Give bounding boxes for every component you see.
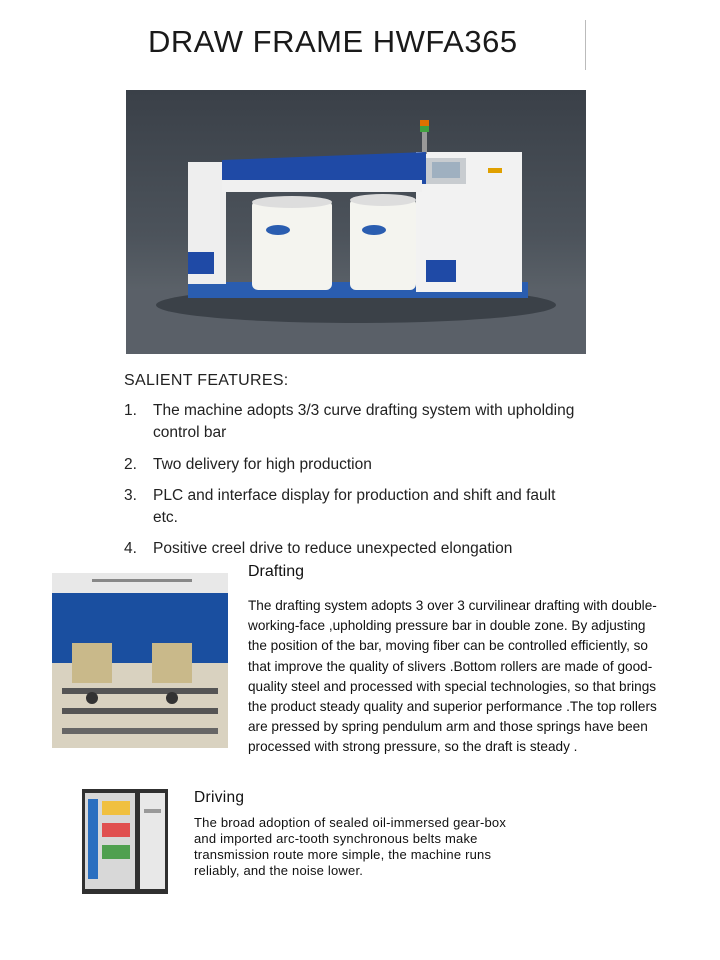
feature-text: Positive creel drive to reduce unexpected elongation <box>153 540 513 557</box>
feature-text: Two delivery for high production <box>153 456 372 473</box>
feature-item <box>124 538 593 560</box>
feature-text: PLC and interface display for production and shift and fault etc. <box>153 487 556 526</box>
feature-text: The machine adopts 3/3 curve drafting system with upholding control bar <box>153 402 575 441</box>
page-title: DRAW FRAME HWFA365 <box>148 24 518 59</box>
feature-number: 3. <box>124 487 137 504</box>
draw-frame-machine-photo <box>126 90 586 354</box>
feature-item <box>124 400 583 444</box>
feature-item <box>124 454 593 476</box>
feature-number: 2. <box>124 456 137 473</box>
feature-number: 4. <box>124 540 137 557</box>
driving-heading: Driving <box>194 789 245 806</box>
salient-features-heading: SALIENT FEATURES: <box>124 372 289 389</box>
driving-description: The broad adoption of sealed oil-immersed gear-box and imported arc-tooth synchronous belts make transmission route more simple, the machine runs reliably, and the noise lower. <box>194 815 507 878</box>
drafting-system-photo <box>52 573 228 748</box>
drafting-description: The drafting system adopts 3 over 3 curvilinear drafting with double-working-face ,upholding pressure bar in double zone. By adjusting the position of the bar, moving fiber can be controlled efficiently, so that improve the quality of slivers .Bottom rollers are made of good-quality steel and processed with special technologies, so that brings the product steady quality and superior performance .The top rollers are pressed by spring pendulum arm and those springs have been processed with strong pressure, so the draft is steady . <box>248 598 657 755</box>
feature-item <box>124 485 573 529</box>
drafting-heading: Drafting <box>248 563 305 580</box>
driving-gearbox-photo <box>82 789 168 894</box>
title-divider <box>585 20 586 70</box>
feature-number: 1. <box>124 402 137 419</box>
